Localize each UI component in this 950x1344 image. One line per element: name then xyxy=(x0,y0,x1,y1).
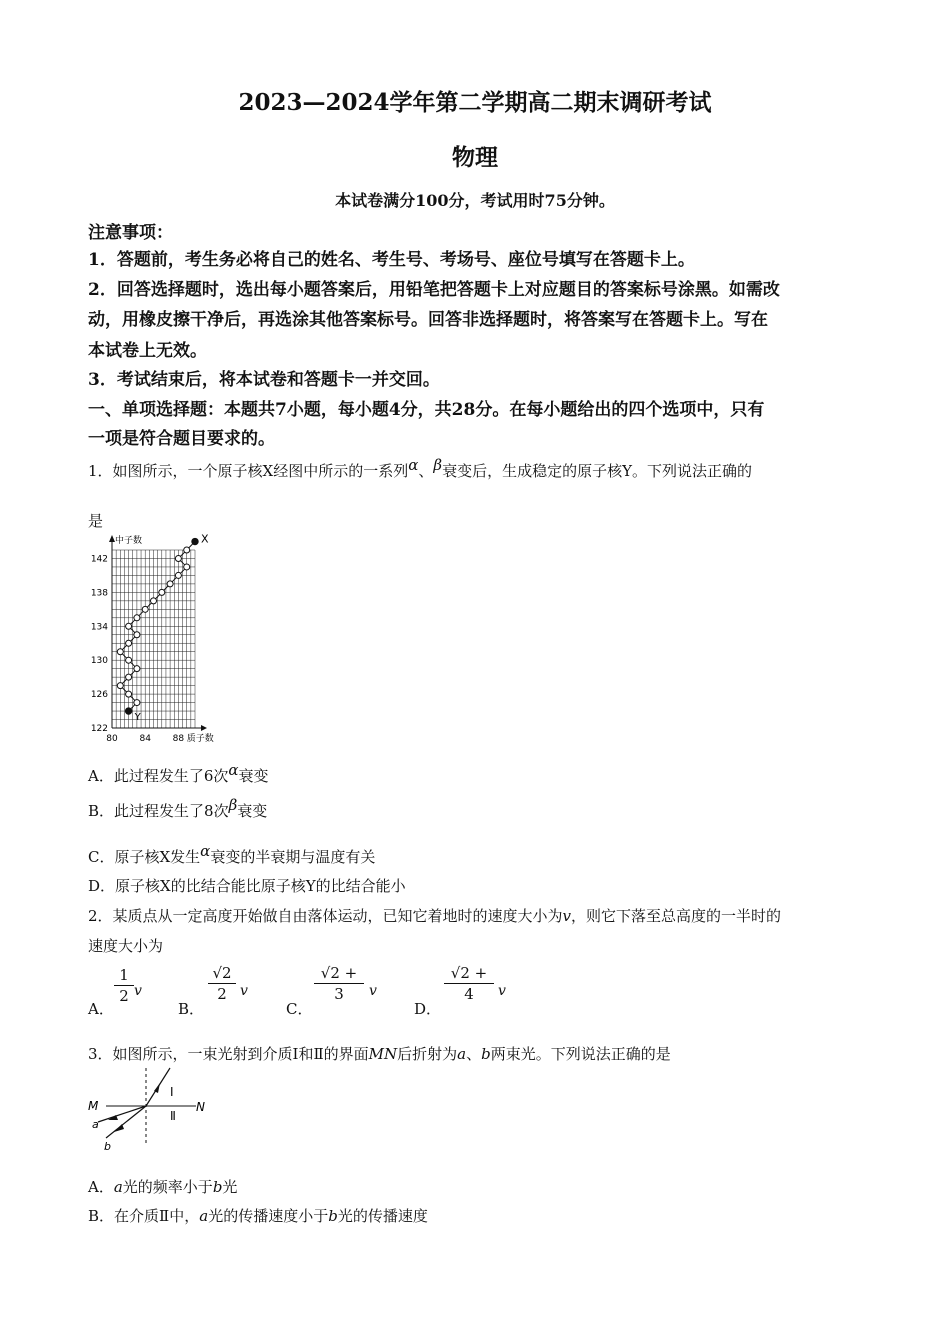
x-axis-label: 质子数 xyxy=(186,734,214,744)
fraction-a: 1 2 xyxy=(114,966,134,1005)
data-point xyxy=(184,547,190,553)
q1-stem: 1．如图所示，一个原子核X经图中所示的一系列α、β衰变后，生成稳定的原子核Y。下列说法正确的 xyxy=(88,456,752,480)
label-b: b xyxy=(104,1140,111,1153)
notice-title: 注意事项： xyxy=(88,223,173,243)
data-point xyxy=(117,649,123,655)
data-point xyxy=(126,691,132,697)
ray-b xyxy=(106,1106,146,1138)
q1-option-b: B．此过程发生了8次β衰变 xyxy=(88,796,268,820)
y-axis-label: 中子数 xyxy=(115,536,143,546)
end-label: Y xyxy=(134,712,141,724)
v-symbol: v xyxy=(240,983,248,999)
notice-line: 本试卷上无效。 xyxy=(88,341,207,361)
data-point xyxy=(126,674,132,680)
q2-option-c-label: C． xyxy=(286,1000,313,1018)
data-point xyxy=(125,708,131,714)
data-point xyxy=(175,555,181,561)
notice-line: 3．考试结束后，将本试卷和答题卡一并交回。 xyxy=(88,370,440,390)
decay-chart xyxy=(82,532,242,752)
alpha-symbol: α xyxy=(408,456,419,474)
data-point xyxy=(151,598,157,604)
data-point xyxy=(134,700,140,706)
exam-info: 本试卷满分100分，考试用时75分钟。 xyxy=(335,191,615,210)
subject-title: 物理 xyxy=(452,144,498,171)
label-n: N xyxy=(196,1100,205,1114)
q3-stem: 3．如图所示，一束光射到介质Ⅰ和Ⅱ的界面MN后折射为a、b两束光。下列说法正确的是 xyxy=(88,1045,671,1063)
section-heading: 一、单项选择题：本题共7小题，每小题4分，共28分。在每小题给出的四个选项中，只有 xyxy=(88,400,765,420)
x-axis-arrow xyxy=(201,725,207,731)
fraction-d: √2 + 4 xyxy=(444,964,494,1003)
q2-option-b-label: B． xyxy=(178,1000,205,1018)
q2-option-a-label: A． xyxy=(88,1000,114,1018)
notice-line: 2．回答选择题时，选出每小题答案后，用铅笔把答题卡上对应题目的答案标号涂黑。如需改 xyxy=(88,280,780,300)
q1-stem-cont: 是 xyxy=(88,512,104,530)
start-label: X xyxy=(201,532,209,546)
data-point xyxy=(134,666,140,672)
data-point xyxy=(126,640,132,646)
data-point xyxy=(175,572,181,578)
x-tick-label: 80 xyxy=(106,734,118,744)
y-tick-label: 122 xyxy=(90,724,108,734)
q1-option-c: C．原子核X发生α衰变的半衰期与温度有关 xyxy=(88,842,376,866)
q1-option-a: A．此过程发生了6次α衰变 xyxy=(88,761,269,785)
data-point xyxy=(134,632,140,638)
fraction-b: √2 2 xyxy=(208,964,236,1003)
section-heading: 一项是符合题目要求的。 xyxy=(88,429,275,449)
v-symbol: v xyxy=(134,983,142,999)
x-tick-label: 88 xyxy=(172,734,185,744)
v-symbol: v xyxy=(369,983,377,999)
data-point xyxy=(134,615,140,621)
q2-option-d-label: D． xyxy=(414,1000,442,1018)
q2-stem-cont: 速度大小为 xyxy=(88,937,164,955)
data-point xyxy=(142,606,148,612)
label-m: M xyxy=(88,1099,99,1113)
data-point xyxy=(126,623,132,629)
data-point xyxy=(126,657,132,663)
q2-stem: 2．某质点从一定高度开始做自由落体运动，已知它着地时的速度大小为v，则它下落至总高度的一半时的 xyxy=(88,907,782,925)
data-point xyxy=(192,538,198,544)
ray-a xyxy=(98,1106,146,1122)
notice-line: 动，用橡皮擦干净后，再选涂其他答案标号。回答非选择题时，将答案写在答题卡上。写在 xyxy=(88,310,768,330)
label-medium-1: Ⅰ xyxy=(170,1085,174,1099)
fraction-c: √2 + 3 xyxy=(314,964,364,1003)
q3-option-b: B．在介质Ⅱ中，a光的传播速度小于b光的传播速度 xyxy=(88,1207,428,1225)
v-symbol: v xyxy=(498,983,506,999)
y-tick-label: 126 xyxy=(90,690,108,701)
refraction-diagram xyxy=(84,1066,214,1156)
data-point xyxy=(167,581,173,587)
x-tick-label: 84 xyxy=(139,734,151,744)
y-tick-label: 134 xyxy=(90,622,108,633)
page-title: 2023—2024学年第二学期高二期末调研考试 xyxy=(238,89,712,116)
beta-symbol: β xyxy=(433,456,443,474)
label-a: a xyxy=(92,1118,99,1131)
q3-option-a: A．a光的频率小于b光 xyxy=(88,1178,238,1196)
data-point xyxy=(184,564,190,570)
y-tick-label: 130 xyxy=(90,656,108,667)
q1-option-d: D．原子核X的比结合能比原子核Y的比结合能小 xyxy=(88,877,406,895)
notice-line: 1．答题前，考生务必将自己的姓名、考生号、考场号、座位号填写在答题卡上。 xyxy=(88,250,695,270)
label-medium-2: Ⅱ xyxy=(170,1109,176,1123)
y-tick-label: 138 xyxy=(90,588,108,599)
data-point xyxy=(159,589,165,595)
data-point xyxy=(117,683,123,689)
y-tick-label: 142 xyxy=(90,554,108,565)
